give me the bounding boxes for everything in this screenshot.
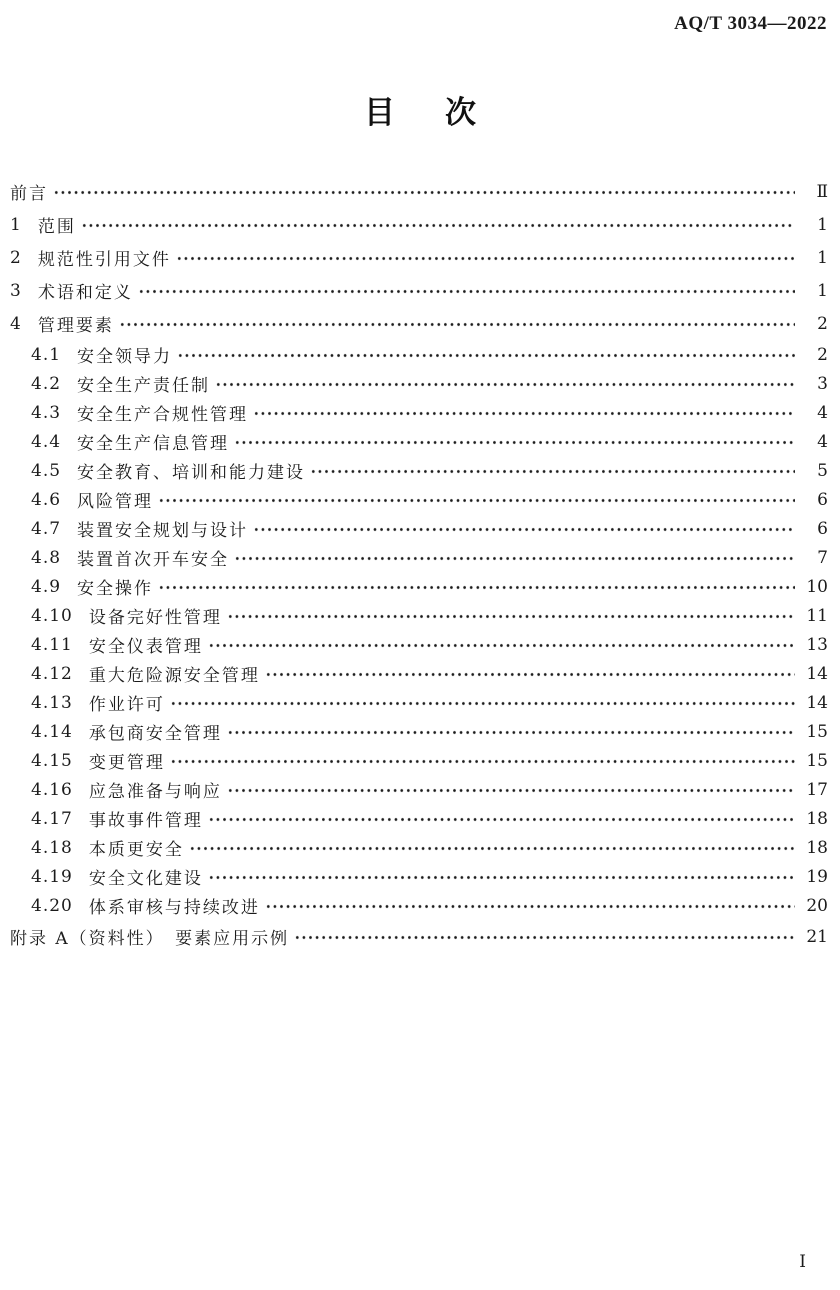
toc-leader-dots (158, 485, 795, 514)
toc-entry-number: 4.15 (31, 750, 73, 771)
toc-entry-page: 5 (817, 460, 828, 481)
toc-entry-number: 4.19 (31, 866, 73, 887)
toc-leader-dots (208, 804, 795, 833)
toc-entry-page: 15 (806, 721, 828, 742)
toc-entry-label: 附录 A（资料性） 要素应用示例 (10, 929, 290, 949)
toc-entry-label: 装置首次开车安全 (77, 550, 230, 570)
toc-entry-label: 安全教育、培训和能力建设 (77, 463, 306, 483)
toc-entry-page: 4 (817, 431, 828, 452)
toc-entry-page: 14 (806, 692, 828, 713)
toc-entry-label: 本质更安全 (88, 840, 184, 860)
toc-entry (10, 208, 828, 241)
toc-entry (10, 340, 828, 369)
toc-entry-page: 1 (817, 247, 828, 268)
toc-entry-page: 2 (817, 344, 828, 365)
toc-entry (10, 427, 828, 456)
toc-leader-dots (234, 543, 795, 572)
toc-entry-number: 4.3 (31, 402, 62, 423)
toc-leader-dots (170, 746, 795, 775)
toc-entry-number: 4.18 (31, 837, 73, 858)
toc-entry-number: 4.16 (31, 779, 73, 800)
toc-entry-number: 4.13 (31, 692, 73, 713)
toc-entry-label: 安全文化建设 (88, 869, 203, 889)
toc-leader-dots (227, 775, 795, 804)
toc-entry-page: 21 (806, 926, 828, 947)
toc-entry-page: 1 (817, 280, 828, 301)
toc-entry-page: 1 (817, 214, 828, 235)
toc-entry (10, 804, 828, 833)
toc-entry (10, 717, 828, 746)
toc-entry-number: 4.1 (31, 344, 62, 365)
toc-entry-number: 4.5 (31, 460, 62, 481)
doc-code: AQ/T 3034—2022 (674, 13, 827, 34)
toc-entry (10, 891, 828, 920)
toc-entry (10, 307, 828, 340)
toc-entry-label: 重大危险源安全管理 (88, 666, 260, 686)
toc-entry (10, 746, 828, 775)
toc-entry-label: 风险管理 (77, 492, 154, 512)
toc-entry-page: 7 (817, 547, 828, 568)
toc-entry-page: 15 (806, 750, 828, 771)
footer-page-number: Ⅰ (799, 1252, 806, 1272)
toc-leader-dots (208, 630, 795, 659)
toc-leader-dots (310, 456, 795, 485)
toc-entry-label: 安全生产合规性管理 (77, 405, 249, 425)
toc-entry (10, 485, 828, 514)
toc-entry-page: 6 (817, 518, 828, 539)
page-title: 目次 (364, 95, 526, 131)
toc-entry-number: 4.20 (31, 895, 73, 916)
toc-entry-number: 4.6 (31, 489, 62, 510)
toc-entry-number: 1 (10, 214, 22, 235)
toc-entry-label: 安全领导力 (77, 347, 173, 367)
toc-entry-label: 作业许可 (88, 695, 165, 715)
toc-leader-dots (253, 398, 795, 427)
toc-entry-number: 4.14 (31, 721, 73, 742)
toc-entry-label: 应急准备与响应 (88, 782, 222, 802)
toc-entry (10, 175, 828, 208)
toc-entry (10, 833, 828, 862)
toc-entry-page: 6 (817, 489, 828, 510)
toc-entry (10, 775, 828, 804)
toc-entry (10, 456, 828, 485)
toc-leader-dots (234, 427, 795, 456)
toc-leader-dots (253, 514, 795, 543)
toc-entry-label: 设备完好性管理 (88, 608, 222, 628)
toc-entry (10, 369, 828, 398)
toc-entry-label: 安全生产责任制 (77, 376, 211, 396)
toc-entry-number: 4.9 (31, 576, 62, 597)
toc-entry (10, 543, 828, 572)
toc-leader-dots (176, 241, 795, 274)
toc-entry-number: 4 (10, 313, 22, 334)
toc-entry-page: 20 (806, 895, 828, 916)
toc-leader-dots (138, 274, 795, 307)
toc-entry (10, 659, 828, 688)
toc-leader-dots (265, 891, 795, 920)
toc-leader-dots (227, 717, 795, 746)
toc-leader-dots (119, 307, 795, 340)
toc-entry-page: 18 (806, 808, 828, 829)
toc-entry-page: 18 (806, 837, 828, 858)
toc-entry-label: 安全仪表管理 (88, 637, 203, 657)
toc-entry-label: 管理要素 (37, 316, 114, 336)
toc-entry-page: 10 (806, 576, 828, 597)
toc-entry (10, 601, 828, 630)
toc-entry-label: 前言 (10, 184, 48, 204)
toc-entry (10, 862, 828, 891)
toc-entry-label: 术语和定义 (37, 283, 133, 303)
toc-entry (10, 514, 828, 543)
toc-entry-number: 4.11 (31, 634, 73, 655)
toc-leader-dots (81, 208, 795, 241)
toc-leader-dots (227, 601, 795, 630)
toc-entry-label: 安全生产信息管理 (77, 434, 230, 454)
toc-entry-label: 装置安全规划与设计 (77, 521, 249, 541)
toc-entry (10, 688, 828, 717)
toc-leader-dots (53, 175, 795, 208)
toc-leader-dots (215, 369, 795, 398)
toc-entry-number: 4.17 (31, 808, 73, 829)
toc-entry-number: 4.8 (31, 547, 62, 568)
toc-entry-number: 4.12 (31, 663, 73, 684)
toc-entry-page: 11 (806, 605, 828, 626)
toc-entry-label: 承包商安全管理 (88, 724, 222, 744)
toc-entry (10, 572, 828, 601)
toc-entry-number: 4.7 (31, 518, 62, 539)
toc-entry-page: 13 (806, 634, 828, 655)
toc-entry-label: 安全操作 (77, 579, 154, 599)
toc-entry-number: 4.10 (31, 605, 73, 626)
toc-entry-label: 变更管理 (88, 753, 165, 773)
toc-leader-dots (208, 862, 795, 891)
toc-entry-page: 2 (817, 313, 828, 334)
toc-entry-label: 事故事件管理 (88, 811, 203, 831)
toc-entry-label: 规范性引用文件 (37, 250, 171, 270)
toc-leader-dots (170, 688, 795, 717)
toc-entry-page: 3 (817, 373, 828, 394)
toc-leader-dots (158, 572, 795, 601)
toc-entry (10, 241, 828, 274)
toc-entry (10, 920, 828, 953)
toc-entry-page: 14 (806, 663, 828, 684)
toc-entry-page: 19 (806, 866, 828, 887)
toc-entry-label: 体系审核与持续改进 (88, 898, 260, 918)
toc-entry-number: 4.4 (31, 431, 62, 452)
toc-entry-number: 3 (10, 280, 22, 301)
toc-leader-dots (177, 340, 795, 369)
toc-leader-dots (265, 659, 795, 688)
toc-entry-label: 范围 (37, 217, 76, 237)
toc-entry-number: 2 (10, 247, 22, 268)
toc-entry-page: 4 (817, 402, 828, 423)
toc-entry-page: 17 (806, 779, 828, 800)
toc-entry-number: 4.2 (31, 373, 62, 394)
toc-entry-page: Ⅱ (816, 181, 828, 202)
toc-leader-dots (294, 920, 795, 953)
toc-entry (10, 398, 828, 427)
toc-leader-dots (189, 833, 795, 862)
toc-entry (10, 274, 828, 307)
toc-entry (10, 630, 828, 659)
toc-list (0, 175, 840, 953)
